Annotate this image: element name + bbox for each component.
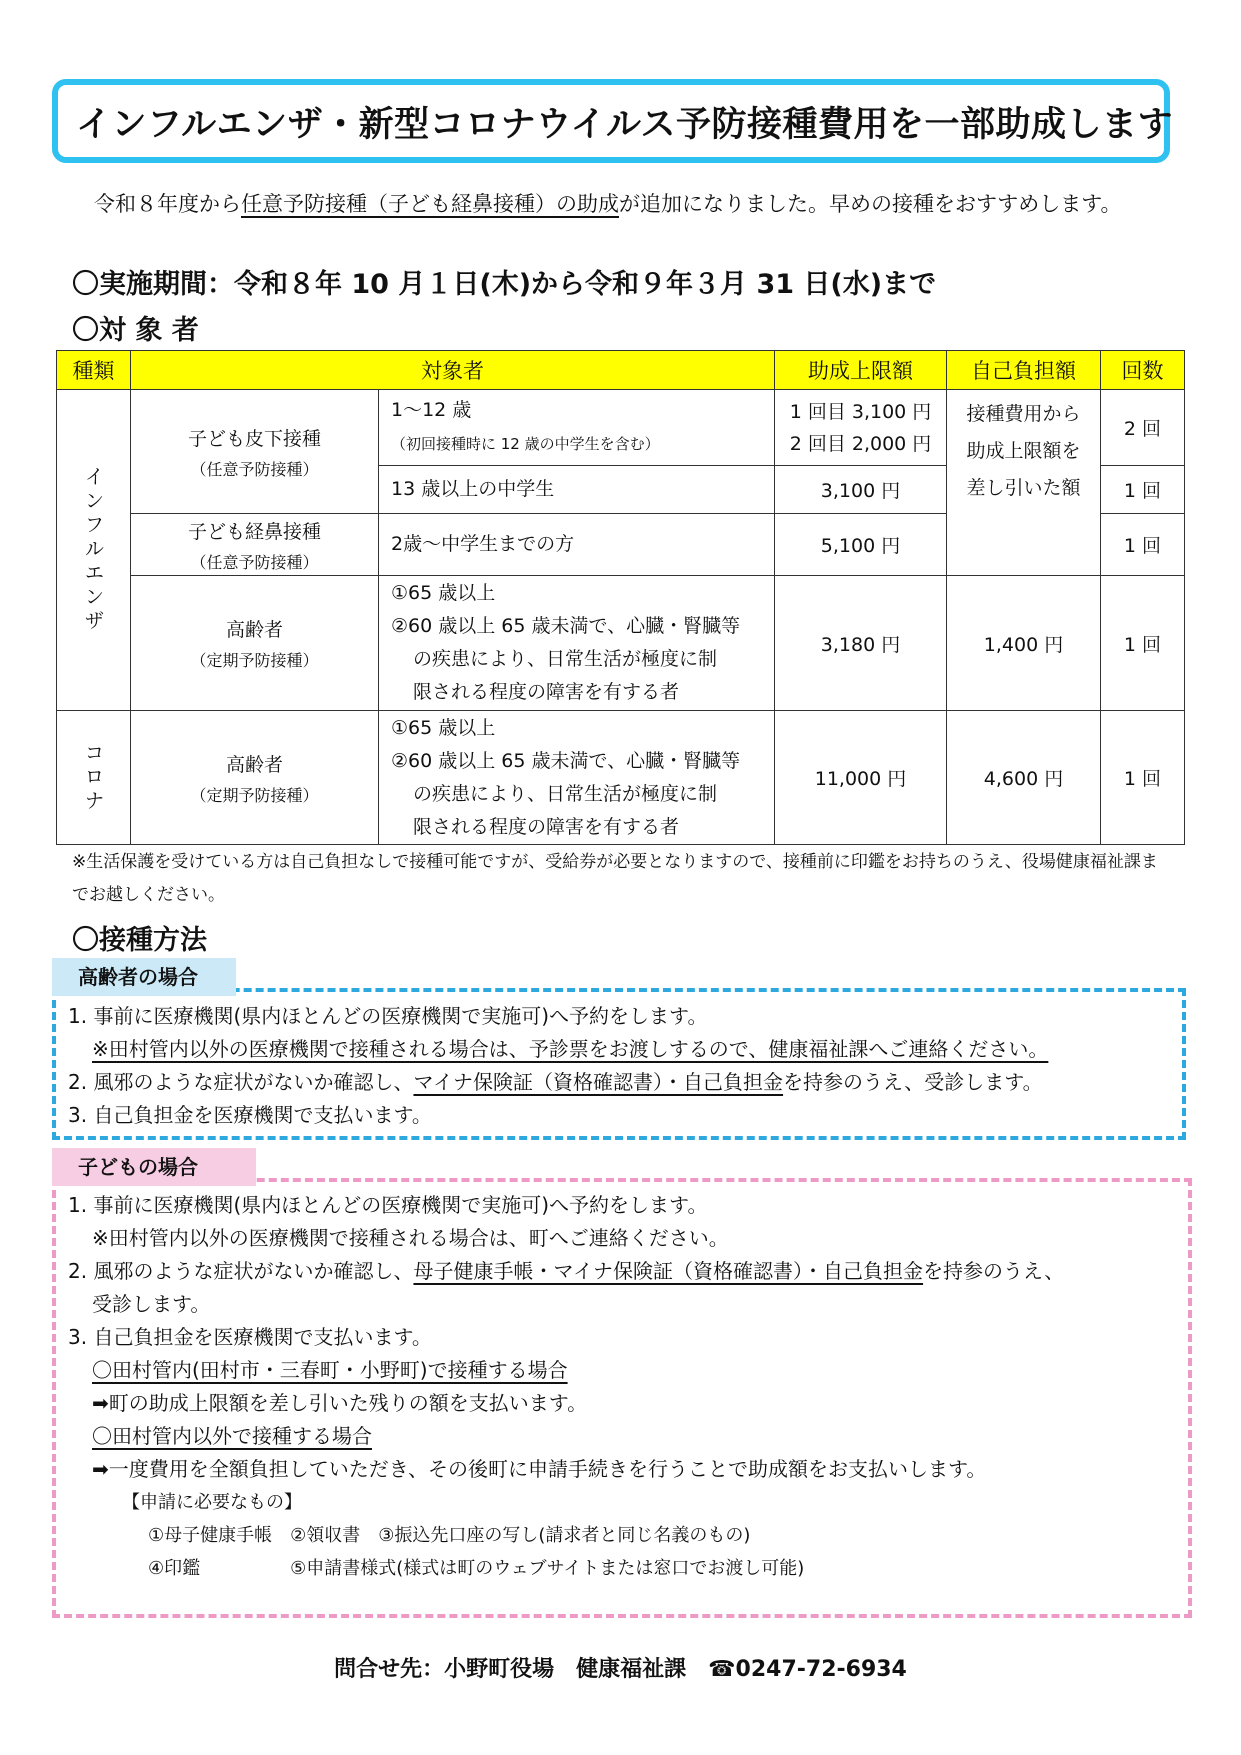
elder-flu-self-pay: 1,400 円 — [947, 576, 1101, 711]
children-step2-cont: 受診します。 — [92, 1292, 211, 1316]
elder-corona-name: 高齢者 — [225, 753, 283, 776]
cond-line: ②60 歳以上 65 歳未満で、心臓・腎臓等 — [391, 615, 741, 637]
required-line2: ④印鑑 ⑤申請書様式(様式は町のウェブサイトまたは窓口でお渡し可能) — [148, 1558, 805, 1579]
child-sub-kind: （任意予防接種） — [190, 459, 319, 479]
cond-line: 限される程度の障害を有する者 — [413, 681, 680, 703]
child-nasal-kind: （任意予防接種） — [190, 552, 319, 572]
step2-pre: 2. 風邪のような症状がないか確認し、 — [68, 1259, 414, 1283]
cond1-note: （初回接種時に 12 歳の中学生を含む） — [391, 435, 660, 453]
child-nasal-name: 子ども経鼻接種 — [187, 520, 321, 543]
child-sub-count2: 1 回 — [1101, 466, 1185, 514]
child-nasal-cell — [131, 514, 379, 576]
corona-type-cell — [57, 711, 131, 845]
child-sub-amount2: 3,100 円 — [775, 466, 947, 514]
out-area-heading — [68, 1420, 1064, 1453]
in-area-text: 〇田村管内(田村市・三春町・小野町)で接種する場合 — [92, 1358, 568, 1382]
intro-pre: 令和８年度から — [94, 192, 241, 216]
elder-flu-kind: （定期予防接種） — [190, 651, 319, 670]
child-sub-amount1 — [775, 390, 947, 466]
intro-paragraph — [72, 187, 1152, 222]
header-target: 対象者 — [131, 351, 775, 390]
elder-corona-cond — [379, 711, 775, 845]
implementation-period: 〇実施期間：令和８年 10 月１日(木)から令和９年３月 31 日(水)まで — [72, 269, 937, 300]
child-nasal-cond: 2歳～中学生までの方 — [379, 514, 775, 576]
page-title: インフルエンザ・新型コロナウイルス予防接種費用を一部助成します — [76, 105, 1174, 145]
child-sub-cell — [131, 390, 379, 514]
elder-corona-count: 1 回 — [1101, 711, 1185, 845]
contact-footer: 問合せ先：小野町役場 健康福祉課 ☎0247-72-6934 — [334, 1657, 907, 1682]
required-heading: 【申請に必要なもの】 — [122, 1492, 302, 1513]
cond-line: の疾患により、日常生活が極度に制 — [413, 648, 718, 670]
subsidy-table — [56, 350, 1185, 845]
child-sub-count1: 2 回 — [1101, 390, 1185, 466]
elder-flu-name: 高齢者 — [225, 619, 283, 641]
elder-corona-kind: （定期予防接種） — [190, 785, 319, 805]
flu-label: インフルエンザ — [81, 466, 105, 634]
amount-b: 2 回目 2,000 円 — [789, 432, 932, 455]
elder-corona-amount: 11,000 円 — [775, 711, 947, 845]
target-heading: 〇対 象 者 — [72, 315, 199, 346]
cond-line: ②60 歳以上 65 歳未満で、心臓・腎臓等 — [391, 749, 741, 772]
children-tag: 子どもの場合 — [52, 1148, 256, 1186]
step2-post: を持参のうえ、 — [923, 1259, 1065, 1283]
cond-line: の疾患により、日常生活が極度に制 — [413, 782, 718, 805]
elderly-step2 — [68, 1066, 1048, 1099]
child-sub-cond1 — [379, 390, 775, 466]
cond-line: 限される程度の障害を有する者 — [413, 815, 680, 838]
elder-flu-cell — [131, 576, 379, 711]
elderly-step3: 3. 自己負担金を医療機関で支払います。 — [68, 1103, 432, 1127]
children-step1-note: ※田村管内以外の医療機関で接種される場合は、町へご連絡ください。 — [92, 1226, 729, 1250]
child-sub-name: 子ども皮下接種 — [187, 427, 321, 450]
children-step2 — [68, 1255, 1064, 1288]
cond-line: ①65 歳以上 — [391, 716, 496, 739]
title-box — [52, 79, 1174, 163]
step1-note-text: ※田村管内以外の医療機関で接種される場合は、予診票をお渡しするので、健康福祉課へご連絡ください。 — [92, 1037, 1049, 1061]
elder-flu-amount: 3,180 円 — [775, 576, 947, 711]
elder-flu-cond — [379, 576, 775, 711]
intro-post: が追加になりました。早めの接種をおすすめします。 — [619, 192, 1122, 216]
children-steps — [68, 1189, 1064, 1585]
flu-type-cell — [57, 390, 131, 711]
out-area-note: ➡一度費用を全額負担していただき、その後町に申請手続きを行うことで助成額をお支払いします。 — [92, 1457, 987, 1481]
elderly-steps — [68, 1000, 1048, 1132]
self-pay-line: 差し引いた額 — [966, 477, 1081, 499]
elderly-step1-note — [68, 1033, 1048, 1066]
children-step3: 3. 自己負担金を医療機関で支払います。 — [68, 1325, 432, 1349]
self-pay-line: 助成上限額を — [966, 440, 1081, 462]
table-row — [57, 711, 1185, 845]
step2-underlined: 母子健康手帳・マイナ保険証（資格確認書）・自己負担金 — [413, 1259, 924, 1283]
step2-underlined: マイナ保険証（資格確認書）・自己負担金 — [413, 1070, 784, 1094]
child-nasal-amount: 5,100 円 — [775, 514, 947, 576]
table-row — [57, 390, 1185, 466]
corona-label: コロナ — [81, 741, 105, 814]
header-count: 回数 — [1101, 351, 1185, 390]
elder-corona-cell — [131, 711, 379, 845]
children-step1: 1. 事前に医療機関(県内ほとんどの医療機関で実施可)へ予約をします。 — [68, 1193, 708, 1217]
header-self-pay: 自己負担額 — [947, 351, 1101, 390]
header-limit: 助成上限額 — [775, 351, 947, 390]
required-line1: ①母子健康手帳 ②領収書 ③振込先口座の写し(請求者と同じ名義のもの) — [148, 1525, 751, 1546]
elder-flu-count: 1 回 — [1101, 576, 1185, 711]
elderly-tag: 高齢者の場合 — [52, 958, 236, 996]
self-pay-line: 接種費用から — [966, 403, 1081, 425]
cond1-main: 1～12 歳 — [391, 399, 472, 421]
cond-line: ①65 歳以上 — [391, 582, 496, 604]
elder-corona-self-pay: 4,600 円 — [947, 711, 1101, 845]
in-area-note: ➡町の助成上限額を差し引いた残りの額を支払います。 — [92, 1391, 588, 1415]
child-sub-cond2: 13 歳以上の中学生 — [379, 466, 775, 514]
step2-post: を持参のうえ、受診します。 — [783, 1070, 1043, 1094]
amount-a: 1 回目 3,100 円 — [789, 400, 932, 423]
welfare-note: ※生活保護を受けている方は自己負担なしで接種可能ですが、受給券が必要となりますので、接種前に印鑑をお持ちのうえ、役場健康福祉課までお越しください。 — [72, 852, 1158, 905]
table-header-row — [57, 351, 1185, 390]
step2-pre: 2. 風邪のような症状がないか確認し、 — [68, 1070, 414, 1094]
out-area-text: 〇田村管内以外で接種する場合 — [92, 1424, 372, 1448]
header-type: 種類 — [57, 351, 131, 390]
child-nasal-count: 1 回 — [1101, 514, 1185, 576]
in-area-heading — [68, 1354, 1064, 1387]
intro-underlined: 任意予防接種（子ども経鼻接種）の助成 — [241, 192, 619, 216]
table-row — [57, 576, 1185, 711]
method-heading: 〇接種方法 — [72, 925, 207, 956]
elderly-step1: 1. 事前に医療機関(県内ほとんどの医療機関で実施可)へ予約をします。 — [68, 1004, 708, 1028]
child-self-pay — [947, 390, 1101, 576]
